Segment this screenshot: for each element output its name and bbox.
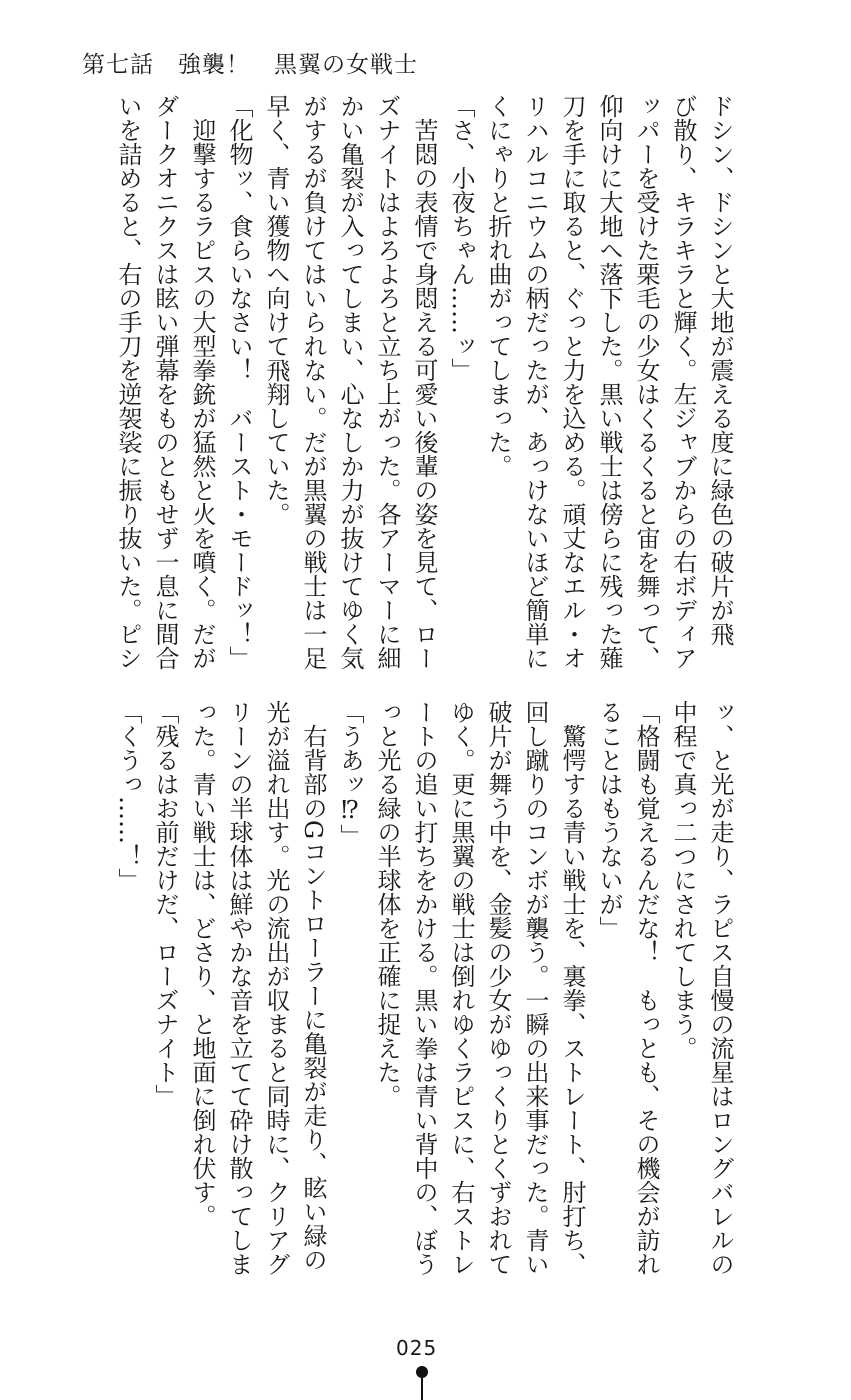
- text-line: がするが負けてはいられない。だが黒翼の戦士は一足: [299, 94, 327, 670]
- page-marker-dot: [416, 1366, 428, 1378]
- text-line: 破片が舞う中を、金髪の少女がゆっくりとくずおれて: [484, 700, 512, 1276]
- text-line: 「さ、小夜ちゃん……ッ」: [447, 94, 475, 382]
- text-line: リハルコニウムの柄だったが、あっけないほど簡単に: [521, 94, 549, 670]
- text-line: 右背部のGコントローラーに亀裂が走り、眩い緑の: [299, 700, 327, 1272]
- text-block-lower: [109, 700, 738, 1290]
- text-line: 光が溢れ出す。光の流出が収まると同時に、クリアグ: [262, 700, 290, 1276]
- text-line: 「格闘も覚えるんだな！ もっとも、その機会が訪れ: [632, 700, 660, 1276]
- text-line: び散り、キラキラと輝く。左ジャブからの右ボディア: [669, 94, 697, 670]
- page-number: 025: [396, 1336, 438, 1360]
- text-line: 迎撃するラピスの大型拳銃が猛然と火を噴く。だが: [188, 94, 216, 670]
- text-line: ッ、と光が走り、ラピス自慢の流星はロングバレルの: [706, 700, 734, 1276]
- text-line: リーンの半球体は鮮やかな音を立てて砕け散ってしま: [225, 700, 253, 1276]
- text-line: 仰向けに大地へ落下した。黒い戦士は傍らに残った薙: [595, 94, 623, 670]
- text-line: くにゃりと折れ曲がってしまった。: [484, 94, 512, 478]
- text-line: 驚愕する青い戦士を、裏拳、ストレート、肘打ち、: [558, 700, 586, 1276]
- page-marker-line: [421, 1378, 423, 1400]
- text-line: ゆく。更に黒翼の戦士は倒れゆくラピスに、右ストレ: [447, 700, 475, 1276]
- chapter-header: 第七話 強襲！ 黒翼の女戦士: [82, 52, 418, 78]
- text-line: ドシン、ドシンと大地が震える度に緑色の破片が飛: [706, 94, 734, 646]
- text-line: 「くうっ……！」: [114, 700, 142, 892]
- text-line: 「残るはお前だけだ、ローズナイト」: [151, 700, 179, 1108]
- text-line: いを詰めると、右の手刀を逆袈裟に振り抜いた。ピシ: [114, 94, 142, 670]
- text-line: っと光る緑の半球体を正確に捉えた。: [373, 700, 401, 1108]
- text-line: ることはもうないが」: [595, 700, 623, 940]
- text-block-upper: [109, 94, 738, 684]
- text-line: かい亀裂が入ってしまい、心なしか力が抜けてゆく気: [336, 94, 364, 670]
- text-line: ズナイトはよろよろと立ち上がった。各アーマーに細: [373, 94, 401, 670]
- text-line: 刀を手に取ると、ぐっと力を込める。頑丈なエル・オ: [558, 94, 586, 670]
- text-line: 「うあッ⁉」: [336, 700, 364, 848]
- text-line: 早く、青い獲物へ向けて飛翔していた。: [262, 94, 290, 526]
- text-line: った。青い戦士は、どさり、と地面に倒れ伏す。: [188, 700, 216, 1228]
- text-line: 苦悶の表情で身悶える可愛い後輩の姿を見て、ロー: [410, 94, 438, 670]
- text-line: 中程で真っ二つにされてしまう。: [669, 700, 697, 1060]
- text-line: 回し蹴りのコンボが襲う。一瞬の出来事だった。青い: [521, 700, 549, 1276]
- text-line: 「化物ッ、食らいなさい！ バースト・モードッ！」: [225, 94, 253, 670]
- text-line: ートの追い打ちをかける。黒い拳は青い背中の、ぼう: [410, 700, 438, 1276]
- text-line: ダークオニクスは眩い弾幕をものともせず一息に間合: [151, 94, 179, 670]
- text-line: ッパーを受けた栗毛の少女はくるくると宙を舞って、: [632, 94, 660, 670]
